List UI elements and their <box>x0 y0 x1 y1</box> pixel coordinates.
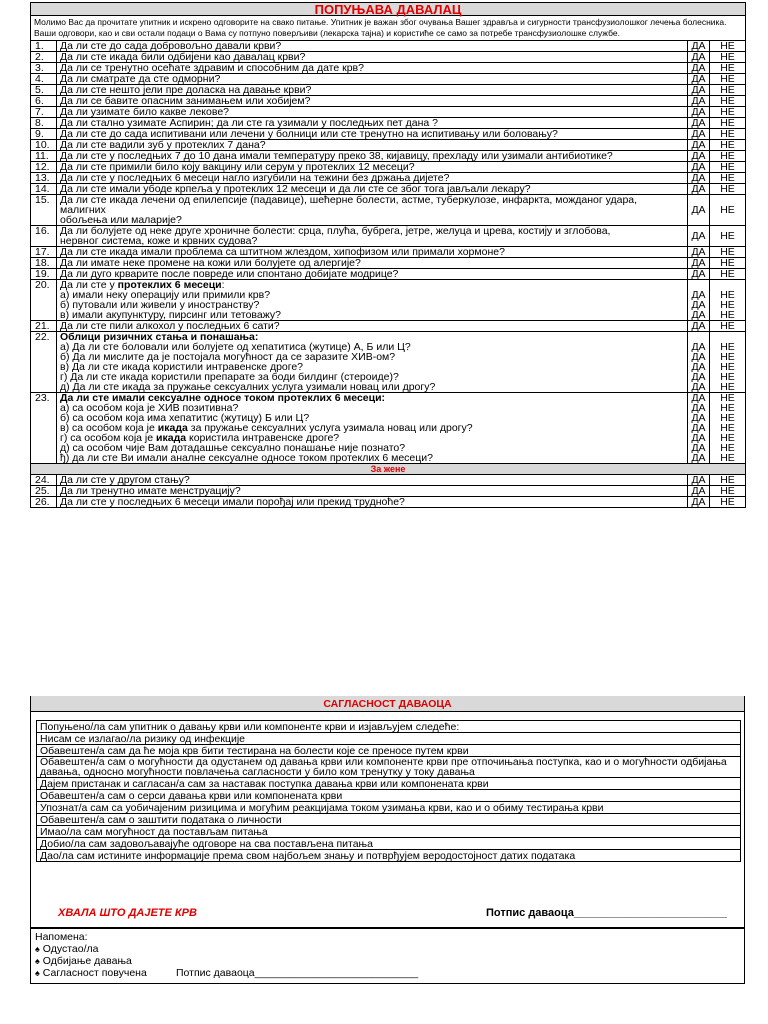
no-option[interactable]: НЕ <box>720 299 735 311</box>
consent-row <box>37 814 741 826</box>
no-option[interactable]: НЕ <box>710 486 746 497</box>
donor-signature-line[interactable]: Потпис даваоца_________________________ <box>486 907 727 919</box>
question-text-line: Да ли стално узимате Аспирин; да ли сте га узимали у последњих пет дана ? <box>60 117 438 129</box>
consent-statement-text: Дајем пристанак и сагласан/а сам за наставак поступка давања крви или компонената крви <box>40 777 489 790</box>
question-number: 22. <box>31 332 57 393</box>
yes-option[interactable]: ДА <box>688 486 710 497</box>
question-text <box>57 140 688 151</box>
question-row <box>31 85 746 96</box>
yes-option[interactable]: ДА <box>688 41 710 52</box>
consent-statement-text: Упознат/а сам са уобичајеним ризицима и могућим реакцијама током узимања крви, као и о обиму тестирања крви <box>40 801 604 814</box>
consent-title: САГЛАСНОСТ ДАВАОЦА <box>31 696 744 712</box>
question-number: 23. <box>31 393 57 464</box>
question-text-line: Да ли имате неке промене на кожи или болујете од алергије? <box>60 257 361 269</box>
question-22c: в) Да ли сте икада користили интравенске дроге? <box>60 361 304 373</box>
question-row <box>31 107 746 118</box>
no-option[interactable]: НЕ <box>720 402 735 414</box>
question-row <box>31 247 746 258</box>
question-23g-bold: икада <box>156 432 187 444</box>
yes-option[interactable]: ДА <box>691 442 706 454</box>
yes-option[interactable]: ДА <box>688 497 710 508</box>
consent-statement <box>37 733 741 745</box>
question-text <box>57 151 688 162</box>
no-option[interactable]: НЕ <box>720 289 735 301</box>
question-22e: д) Да ли сте икада за пружање сексуалних услуга узимали новац или дрогу? <box>60 381 436 393</box>
question-20c: в) имали акупунктуру, пирсинг или тетоважу? <box>60 309 281 321</box>
consent-statement <box>37 790 741 802</box>
question-row <box>31 269 746 280</box>
no-option[interactable]: НЕ <box>720 422 735 434</box>
question-text-line: Да ли сте до сада испитивани или лечени у болници или сте тренутно на испитивању или боловању? <box>60 128 558 140</box>
note-item-refused <box>35 955 740 967</box>
consent-row <box>37 757 741 778</box>
no-option[interactable]: НЕ <box>710 258 746 269</box>
yes-option[interactable]: ДА <box>688 475 710 486</box>
question-text <box>57 74 688 85</box>
yes-option[interactable]: ДА <box>691 361 706 373</box>
yes-option[interactable]: ДА <box>688 321 710 332</box>
no-option[interactable]: НЕ <box>710 107 746 118</box>
question-text <box>57 96 688 107</box>
yes-option[interactable]: ДА <box>688 226 710 247</box>
question-number: 25. <box>31 486 57 497</box>
question-22-title: Облици ризичних стања и понашања: <box>60 331 259 343</box>
question-row <box>31 63 746 74</box>
consent-statement-text: Обавештен/а сам да ће моја крв бити тестирана на болести које се преносе путем крви <box>40 744 469 757</box>
question-number: 21. <box>31 321 57 332</box>
question-text <box>57 63 688 74</box>
no-option[interactable]: НЕ <box>720 351 735 363</box>
question-row <box>31 475 746 486</box>
question-22a: а) Да ли сте боловали или болујете од хепатитиса (жутице) А, Б или Ц? <box>60 341 411 353</box>
yes-option[interactable]: ДА <box>691 402 706 414</box>
note-item-withdrew <box>35 943 740 955</box>
yes-option[interactable]: ДА <box>691 412 706 424</box>
yes-option[interactable]: ДА <box>691 452 706 464</box>
no-option[interactable]: НЕ <box>710 129 746 140</box>
question-text <box>57 162 688 173</box>
question-number: 7. <box>31 107 57 118</box>
consent-statement-text: Нисам се излагао/ла ризику од инфекције <box>40 732 245 745</box>
question-22d: г) Да ли сте икада користили препарате за боди билдинг (стероиде)? <box>60 371 399 383</box>
question-row <box>31 497 746 508</box>
question-number: 19. <box>31 269 57 280</box>
question-23-title: Да ли сте имали сексуалне односе током протеклих 6 месеци: <box>60 392 386 404</box>
spade-bullet-icon: ♠ <box>35 944 40 954</box>
question-text-line: Да ли сте нешто јели пре доласка на давање крви? <box>60 84 312 96</box>
question-number: 4. <box>31 74 57 85</box>
question-number: 15. <box>31 195 57 226</box>
no-option[interactable]: НЕ <box>720 452 735 464</box>
question-text-line: Да ли сте у последњих 6 месеци нагло изгубили на тежини без држања дијете? <box>60 172 450 184</box>
question-20-row <box>31 280 746 321</box>
question-text <box>57 486 688 497</box>
yes-option[interactable]: ДА <box>688 162 710 173</box>
question-text <box>57 129 688 140</box>
no-option[interactable]: НЕ <box>710 497 746 508</box>
spade-bullet-icon: ♠ <box>35 968 40 978</box>
yes-option[interactable]: ДА <box>691 392 706 404</box>
yes-option[interactable]: ДА <box>688 195 710 226</box>
question-20b: б) путовали или живели у иностранству? <box>60 299 260 311</box>
yes-column <box>688 280 710 321</box>
no-option[interactable]: НЕ <box>710 96 746 107</box>
question-text-line: Да ли болујете од неке друге хроничне болести: срца, плућа, бубрега, јетре, желуца и црева, костију и зглобова, <box>60 225 611 237</box>
question-23-row <box>31 393 746 464</box>
spade-bullet-icon: ♠ <box>35 956 40 966</box>
question-number: 12. <box>31 162 57 173</box>
question-text <box>57 85 688 96</box>
question-22b: б) Да ли мислите да је постојала могућност да се заразите ХИВ-ом? <box>60 351 396 363</box>
question-row <box>31 162 746 173</box>
question-22-row <box>31 332 746 393</box>
no-option[interactable]: НЕ <box>710 118 746 129</box>
question-text-line-2: нервног система, коже и крвних судова? <box>60 235 258 247</box>
consent-statement <box>37 778 741 790</box>
question-text-line: Да ли сте икада лечени од епилепсије (падавице), шећерне болести, астме, туберкулозе, инфаркта, можданог удара, малигних <box>60 194 638 216</box>
question-row <box>31 151 746 162</box>
consent-statement <box>37 838 741 850</box>
question-23b: б) са особом која има хепатитис (жутицу) Б или Ц? <box>60 412 310 424</box>
no-option[interactable]: НЕ <box>720 381 735 393</box>
consent-statement-text: Обавештен/а сам о серси давања крви или компонената крви <box>40 789 343 802</box>
yes-option[interactable]: ДА <box>691 371 706 383</box>
question-text-line: Да ли сте примили било коју вакцину или серум у протеклих 12 месеци? <box>60 161 415 173</box>
consent-statements <box>36 720 741 862</box>
no-option[interactable]: НЕ <box>720 371 735 383</box>
question-20-colon: : <box>221 279 225 291</box>
question-20-text <box>57 280 688 321</box>
notes-title: Напомена: <box>35 931 88 943</box>
question-number: 20. <box>31 280 57 321</box>
consent-row <box>37 733 741 745</box>
consent-statement-text: Дао/ла сам истините информације према свом најбољем знању и потврђујем веродостојност датих података <box>40 849 576 862</box>
consent-row <box>37 790 741 802</box>
no-option[interactable]: НЕ <box>710 184 746 195</box>
no-column <box>710 280 746 321</box>
question-row <box>31 258 746 269</box>
question-row <box>31 184 746 195</box>
yes-option[interactable]: ДА <box>691 309 706 321</box>
question-text <box>57 118 688 129</box>
consent-statement-text: Добио/ла сам задовољавајуће одговоре на сва постављена питања <box>40 837 373 850</box>
question-text-line: Да ли сматрате да сте одморни? <box>60 73 221 85</box>
question-number: 13. <box>31 173 57 184</box>
yes-option[interactable]: ДА <box>688 258 710 269</box>
question-text-line: Да ли тренутно имате менструацију? <box>60 485 241 497</box>
no-option[interactable]: НЕ <box>720 412 735 424</box>
women-section-header: За жене <box>31 464 746 475</box>
question-text-line: Да ли сте имали убоде крпеља у протеклих 12 месеци и да ли сте се због тога јављали лекару? <box>60 183 531 195</box>
question-23dj: ђ) да ли сте Ви имали аналне сексуалне односе током протеклих 6 месеци? <box>60 452 433 464</box>
yes-option[interactable]: ДА <box>688 74 710 85</box>
yes-option[interactable]: ДА <box>691 381 706 393</box>
no-option[interactable]: НЕ <box>720 442 735 454</box>
question-text <box>57 226 688 247</box>
notes-box <box>30 928 745 984</box>
question-number: 3. <box>31 63 57 74</box>
question-row <box>31 486 746 497</box>
question-number: 9. <box>31 129 57 140</box>
yes-option[interactable]: ДА <box>688 118 710 129</box>
yes-option[interactable]: ДА <box>688 140 710 151</box>
no-option[interactable]: НЕ <box>710 140 746 151</box>
question-text-line: Да ли сте у последњих 7 до 10 дана имали температуру преко 38, кијавицу, прехладу или узимали антибиотике? <box>60 150 613 162</box>
question-row <box>31 118 746 129</box>
no-option[interactable]: НЕ <box>710 85 746 96</box>
question-23g-lead: г) са особом која је <box>60 432 157 444</box>
yes-option[interactable]: ДА <box>688 52 710 63</box>
question-number: 8. <box>31 118 57 129</box>
question-number: 26. <box>31 497 57 508</box>
question-23-text <box>57 393 688 464</box>
question-text <box>57 184 688 195</box>
consent-statement-text: Обавештен/а сам о могућности да одустанем од давања крви или компоненте крви пре отпочињања поступка, као и о могућности одбијања <box>40 756 727 768</box>
questions-24-26 <box>31 475 746 508</box>
consent-row <box>37 778 741 790</box>
consent-statement <box>37 721 741 733</box>
question-number: 10. <box>31 140 57 151</box>
question-number: 14. <box>31 184 57 195</box>
yes-option[interactable]: ДА <box>688 129 710 140</box>
question-row <box>31 195 746 226</box>
question-text-line: Да ли сте икада били одбијени као давалац крви? <box>60 51 306 63</box>
consent-statement-text: Обавештен/а сам о заштити података о личности <box>40 813 282 826</box>
question-text-line: Да ли сте у другом стању? <box>60 474 190 486</box>
yes-option[interactable]: ДА <box>688 173 710 184</box>
question-23d: д) са особом чије Вам дотадашње сексуално понашање није познато? <box>60 442 406 454</box>
question-number: 2. <box>31 52 57 63</box>
no-option[interactable]: НЕ <box>710 74 746 85</box>
question-text <box>57 497 688 508</box>
question-row <box>31 173 746 184</box>
question-number: 24. <box>31 475 57 486</box>
no-option[interactable]: НЕ <box>710 63 746 74</box>
no-option[interactable]: НЕ <box>710 269 746 280</box>
questionnaire-table <box>30 2 746 508</box>
note-consent-withdrawn-label[interactable]: Сагласност повучена Потпис даваоца____________________________ <box>42 967 419 979</box>
question-text-line: Да ли дуго крварите после повреде или спонтано добијате модрице? <box>60 268 399 280</box>
yes-option[interactable]: ДА <box>688 269 710 280</box>
question-row <box>31 140 746 151</box>
question-number: 16. <box>31 226 57 247</box>
question-text-line: Да ли се тренутно осећате здравим и способним да дате крв? <box>60 62 364 74</box>
no-option[interactable]: НЕ <box>720 432 735 444</box>
no-option[interactable]: НЕ <box>720 361 735 373</box>
question-23v-rest: за пружање сексуалних услуга узимала новац или дрогу? <box>187 422 473 434</box>
question-row <box>31 41 746 52</box>
no-option[interactable]: НЕ <box>710 226 746 247</box>
question-21-row <box>31 321 746 332</box>
question-number: 5. <box>31 85 57 96</box>
question-text <box>57 173 688 184</box>
question-text-line: Да ли сте у последњих 6 месеци имали порођај или прекид трудноће? <box>60 496 405 508</box>
consent-statement <box>37 850 741 862</box>
question-23a: а) са особом која је ХИВ позитивна? <box>60 402 239 414</box>
consent-statement <box>37 757 741 778</box>
question-text-line: Да ли сте до сада добровољно давали крви? <box>60 40 282 52</box>
question-20-lead: Да ли сте у <box>60 279 118 291</box>
question-text-line: Да ли узимате било какве лекове? <box>60 106 229 118</box>
yes-option[interactable]: ДА <box>691 341 706 353</box>
questions-1-19 <box>31 41 746 280</box>
question-row <box>31 226 746 247</box>
note-refused-label[interactable]: Одбијање давања <box>42 955 132 967</box>
question-row <box>31 96 746 107</box>
form-title: ПОПУЊАВА ДАВАЛАЦ <box>31 3 746 16</box>
yes-option[interactable]: ДА <box>691 351 706 363</box>
consent-statement-text: Попуњено/ла сам упитник о давању крви или компоненте крви и изјављујем следеће: <box>40 720 460 733</box>
question-text <box>57 41 688 52</box>
question-row <box>31 74 746 85</box>
question-text <box>57 195 688 226</box>
question-23v-bold: икада <box>157 422 188 434</box>
consent-statement <box>37 814 741 826</box>
question-number: 18. <box>31 258 57 269</box>
question-22-text <box>57 332 688 393</box>
question-text-line: Да ли сте вадили зуб у протеклих 7 дана? <box>60 139 266 151</box>
no-option[interactable]: НЕ <box>710 173 746 184</box>
no-option[interactable]: НЕ <box>710 195 746 226</box>
question-text-line: Да ли сте икада имали проблема са штитном жлездом, хипофизом или примали хормоне? <box>60 246 505 258</box>
no-option[interactable]: НЕ <box>710 247 746 258</box>
yes-option[interactable]: ДА <box>691 432 706 444</box>
no-option[interactable]: НЕ <box>710 475 746 486</box>
yes-option[interactable]: ДА <box>691 299 706 311</box>
no-option[interactable]: НЕ <box>710 151 746 162</box>
donor-consent-section <box>30 696 745 928</box>
yes-option[interactable]: ДА <box>688 85 710 96</box>
no-option[interactable]: НЕ <box>710 41 746 52</box>
no-option[interactable]: НЕ <box>720 341 735 353</box>
question-number: 11. <box>31 151 57 162</box>
question-21-text: Да ли сте пили алкохол у последњих 6 сати? <box>57 321 688 332</box>
question-row <box>31 129 746 140</box>
consent-statement <box>37 802 741 814</box>
consent-row <box>37 850 741 862</box>
thanks-slogan: ХВАЛА ШТО ДАЈЕТЕ КРВ <box>58 907 197 919</box>
consent-row <box>37 745 741 757</box>
question-text <box>57 52 688 63</box>
yes-option[interactable]: ДА <box>688 151 710 162</box>
yes-option[interactable]: ДА <box>688 63 710 74</box>
no-column <box>710 332 746 393</box>
consent-statement-text: Имао/ла сам могућност да постављам питања <box>40 825 268 838</box>
question-text <box>57 475 688 486</box>
yes-option[interactable]: ДА <box>688 107 710 118</box>
yes-column <box>688 332 710 393</box>
yes-option[interactable]: ДА <box>688 184 710 195</box>
question-text <box>57 247 688 258</box>
question-text-line-2: обољења или маларије? <box>60 214 182 226</box>
question-20-bold: протеклих 6 месеци <box>117 279 222 291</box>
consent-statement <box>37 826 741 838</box>
question-row <box>31 52 746 63</box>
note-withdrew-label[interactable]: Одустао/ла <box>42 943 99 955</box>
question-23g-rest: користила интравенске дроге? <box>186 432 340 444</box>
yes-option[interactable]: ДА <box>688 247 710 258</box>
intro-text: Молимо Вас да прочитате упитник и искрено одговорите на свако питање. Упитник је важан због очувања Вашег здравља и сигурности трансфузиолошког лечења болесника. Ваши одговори, као и сви остали подаци о Вама су потпуно поверљиви (лекарска тајна) и користиће се само за потребе трансфузиолошке службе. <box>31 16 746 41</box>
question-text <box>57 258 688 269</box>
consent-row <box>37 721 741 733</box>
note-item-consent-withdrawn <box>35 967 740 979</box>
consent-statement <box>37 745 741 757</box>
no-option[interactable]: НЕ <box>710 162 746 173</box>
question-23v-lead: в) са особом која је <box>60 422 158 434</box>
no-option[interactable]: НЕ <box>720 309 735 321</box>
yes-option[interactable]: ДА <box>691 289 706 301</box>
no-column <box>710 393 746 464</box>
question-number: 6. <box>31 96 57 107</box>
yes-option[interactable]: ДА <box>691 422 706 434</box>
consent-statement-text-2: давања, односно могућности повлачења сагласности у било ком тренутку у току давања <box>40 766 475 778</box>
question-text-line: Да ли се бавите опасним занимањем или хобијем? <box>60 95 311 107</box>
question-20a: а) имали неку операцију или примили крв? <box>60 289 271 301</box>
question-number: 17. <box>31 247 57 258</box>
yes-column <box>688 393 710 464</box>
consent-row <box>37 826 741 838</box>
yes-option[interactable]: ДА <box>688 96 710 107</box>
no-option[interactable]: НЕ <box>710 321 746 332</box>
question-text <box>57 269 688 280</box>
no-option[interactable]: НЕ <box>720 392 735 404</box>
question-text <box>57 107 688 118</box>
no-option[interactable]: НЕ <box>710 52 746 63</box>
question-number: 1. <box>31 41 57 52</box>
consent-row <box>37 802 741 814</box>
consent-row <box>37 838 741 850</box>
